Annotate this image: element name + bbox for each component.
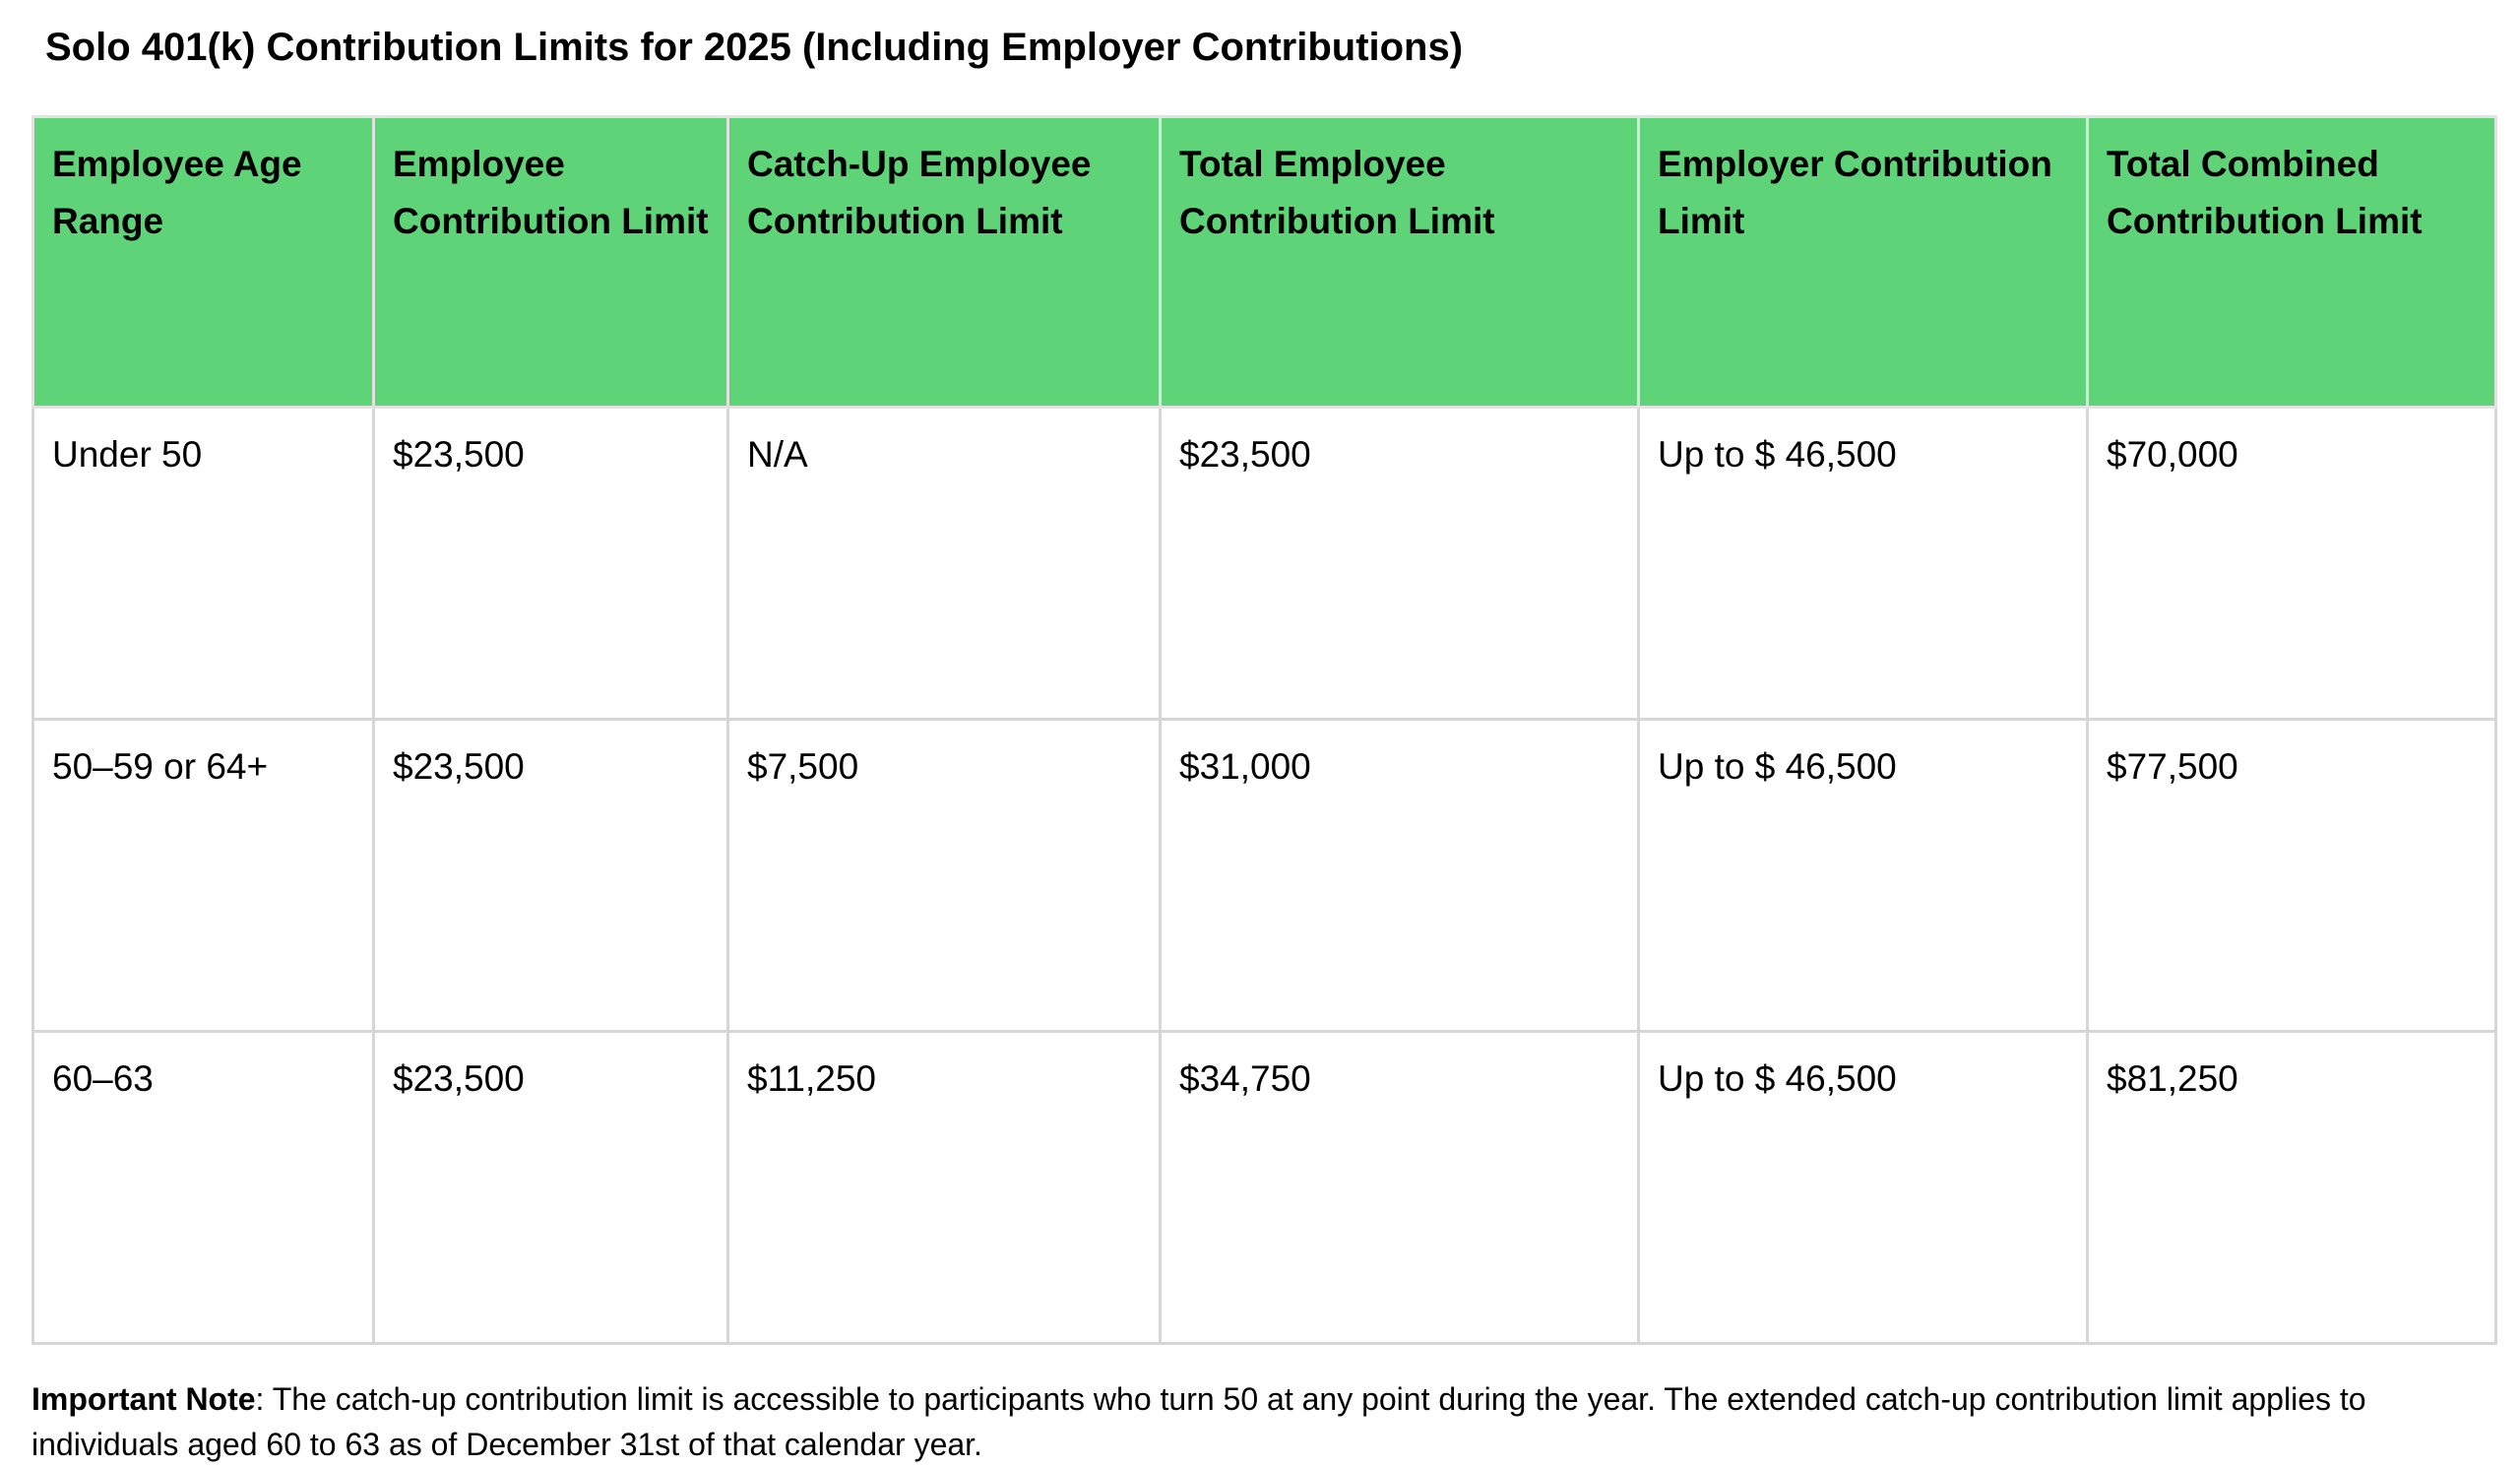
cell-employee-limit: $23,500 xyxy=(374,720,728,1032)
table-row xyxy=(33,720,2496,1032)
header-employee-limit: Employee Contribution Limit xyxy=(374,117,728,408)
header-catch-up-limit: Catch-Up Employee Contribution Limit xyxy=(728,117,1161,408)
header-total-employee-limit: Total Employee Contribution Limit xyxy=(1161,117,1639,408)
cell-employer-limit: Up to $ 46,500 xyxy=(1639,720,2088,1032)
cell-total-employee-limit: $31,000 xyxy=(1161,720,1639,1032)
cell-total-combined-limit: $70,000 xyxy=(2088,408,2496,720)
cell-employee-limit: $23,500 xyxy=(374,1032,728,1344)
cell-total-employee-limit: $34,750 xyxy=(1161,1032,1639,1344)
cell-total-combined-limit: $77,500 xyxy=(2088,720,2496,1032)
cell-catch-up-limit: N/A xyxy=(728,408,1161,720)
table-header-row xyxy=(33,117,2496,408)
page-title: Solo 401(k) Contribution Limits for 2025 (Including Employer Contributions) xyxy=(45,26,1464,69)
cell-employer-limit: Up to $ 46,500 xyxy=(1639,1032,2088,1344)
cell-catch-up-limit: $7,500 xyxy=(728,720,1161,1032)
table-row xyxy=(33,408,2496,720)
cell-age-range: 50–59 or 64+ xyxy=(33,720,374,1032)
cell-total-employee-limit: $23,500 xyxy=(1161,408,1639,720)
contribution-limits-table-container xyxy=(32,115,2497,1345)
cell-catch-up-limit: $11,250 xyxy=(728,1032,1161,1344)
important-note xyxy=(32,1376,2502,1467)
header-total-combined-limit: Total Combined Contribution Limit xyxy=(2088,117,2496,408)
cell-total-combined-limit: $81,250 xyxy=(2088,1032,2496,1344)
important-note-text: The catch-up contribution limit is accessible to participants who turn 50 at any point during the year. The extended catch-up contribution limit applies to individuals aged 60 to 63 as of December 31st of that calendar year. xyxy=(32,1381,2366,1462)
table-row xyxy=(33,1032,2496,1344)
header-age-range: Employee Age Range xyxy=(33,117,374,408)
important-note-separator: : xyxy=(255,1381,273,1417)
cell-employer-limit: Up to $ 46,500 xyxy=(1639,408,2088,720)
cell-age-range: 60–63 xyxy=(33,1032,374,1344)
header-employer-limit: Employer Contribution Limit xyxy=(1639,117,2088,408)
important-note-label: Important Note xyxy=(32,1381,256,1417)
cell-employee-limit: $23,500 xyxy=(374,408,728,720)
cell-age-range: Under 50 xyxy=(33,408,374,720)
contribution-limits-table xyxy=(32,115,2497,1345)
